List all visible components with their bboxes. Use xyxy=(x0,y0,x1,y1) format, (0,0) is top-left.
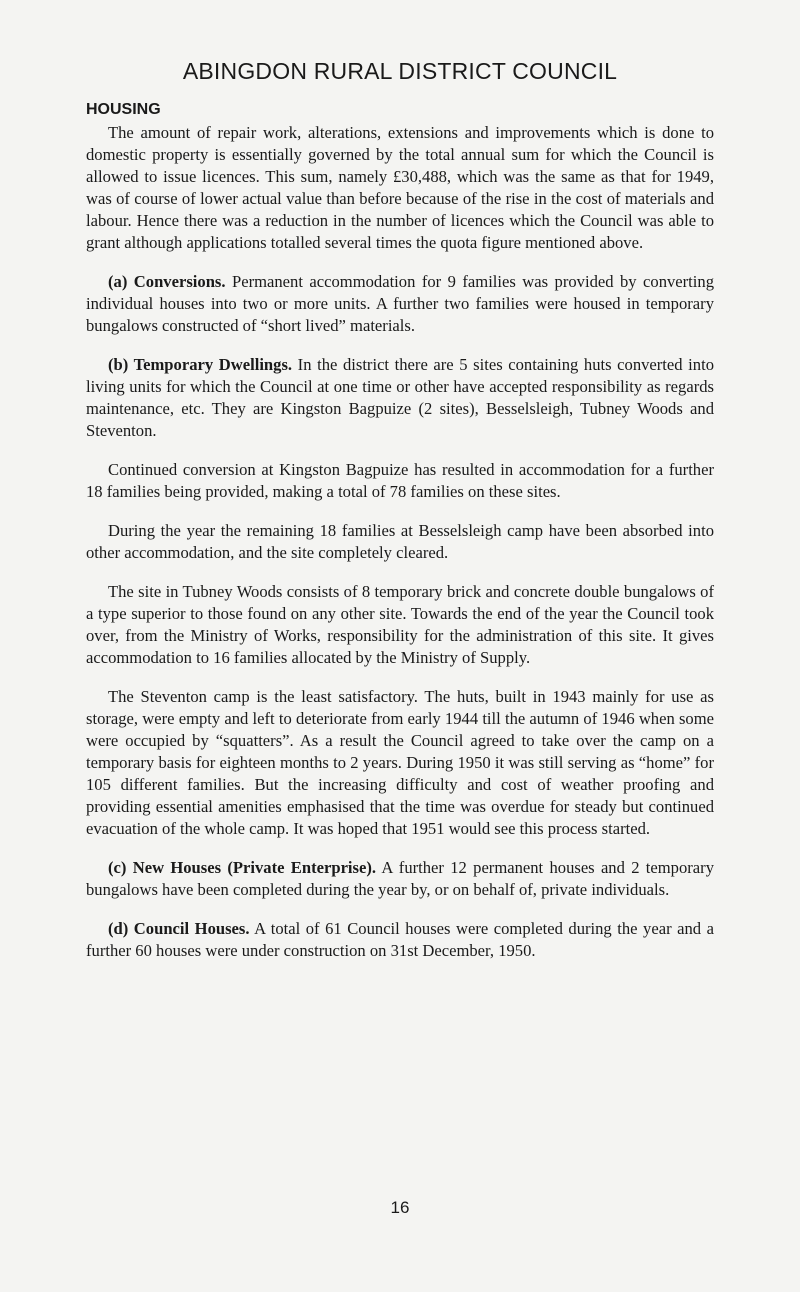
paragraph-lead: (d) Council Houses. xyxy=(108,919,250,938)
paragraph-text: A total of 61 Council houses were completed during the year and a further 60 houses were under construction on 31st December, 1950. xyxy=(86,919,714,960)
paragraph-lead: (b) Temporary Dwellings. xyxy=(108,355,293,374)
page-number: 16 xyxy=(390,1198,410,1217)
paragraph-council-houses xyxy=(86,918,714,962)
paragraph-text: Continued conversion at Kingston Bagpuize has resulted in accommodation for a further 18 families being provided, making a total of 78 families on these sites. xyxy=(86,460,714,501)
paragraph-tubney-woods xyxy=(86,581,714,669)
paragraph-text: The Steventon camp is the least satisfactory. The huts, built in 1943 mainly for use as storage, were empty and left to deteriorate from early 1944 till the autumn of 1946 when some were occupied by “squatters”. As a result the Council agreed to take over the camp on a temporary basis for eighteen months to 2 years. During 1950 it was still serving as “home” for 105 different families. But the increasing difficulty and cost of weather proofing and providing essential amenities emphasised that the time was overdue for steady but continued evacuation of the whole camp. It was hoped that 1951 would see this process started. xyxy=(86,687,714,838)
paragraph-intro xyxy=(86,122,714,254)
paragraph-text: During the year the remaining 18 families at Besselsleigh camp have been absorbed into other accommodation, and the site completely cleared. xyxy=(86,521,714,562)
paragraph-text: Permanent accommodation for 9 families was provided by converting individual houses into two or more units. A further two families were housed in temporary bungalows constructed of “short lived” materials. xyxy=(86,272,714,335)
paragraph-kingston-bagpuize xyxy=(86,459,714,503)
paragraph-new-houses xyxy=(86,857,714,901)
page-title: ABINGDON RURAL DISTRICT COUNCIL xyxy=(182,58,618,84)
paragraph-text: The site in Tubney Woods consists of 8 temporary brick and concrete double bungalows of a type superior to those found on any other site. Towards the end of the year the Council took over, from the Ministry of Works, responsibility for the administration of this site. It gives accommodation to 16 families allocated by the Ministry of Supply. xyxy=(86,582,714,667)
paragraph-text: A further 12 permanent houses and 2 temporary bungalows have been completed during the year by, or on behalf of, private individuals. xyxy=(86,858,714,899)
paragraph-besselsleigh xyxy=(86,520,714,564)
section-heading: HOUSING xyxy=(86,101,161,118)
paragraph-temporary-dwellings xyxy=(86,354,714,442)
paragraph-text: In the district there are 5 sites containing huts converted into living units for which the Council at one time or other have accepted responsibility as regards maintenance, etc. They are Kingston Bagpuize (2 sites), Besselsleigh, Tubney Woods and Steventon. xyxy=(86,355,714,440)
paragraph-steventon xyxy=(86,686,714,840)
paragraph-lead: (a) Conversions. xyxy=(108,272,226,291)
paragraph-conversions xyxy=(86,271,714,337)
paragraph-lead: (c) New Houses (Private Enterprise). xyxy=(108,858,377,877)
paragraph-text: The amount of repair work, alterations, extensions and improvements which is done to domestic property is essentially governed by the total annual sum for which the Council is allowed to issue licences. This sum, namely £30,488, which was the same as that for 1949, was of course of lower actual value than before because of the rise in the cost of materials and labour. Hence there was a reduction in the number of licences which the Council was able to grant although applications totalled several times the quota figure mentioned above. xyxy=(86,123,714,252)
